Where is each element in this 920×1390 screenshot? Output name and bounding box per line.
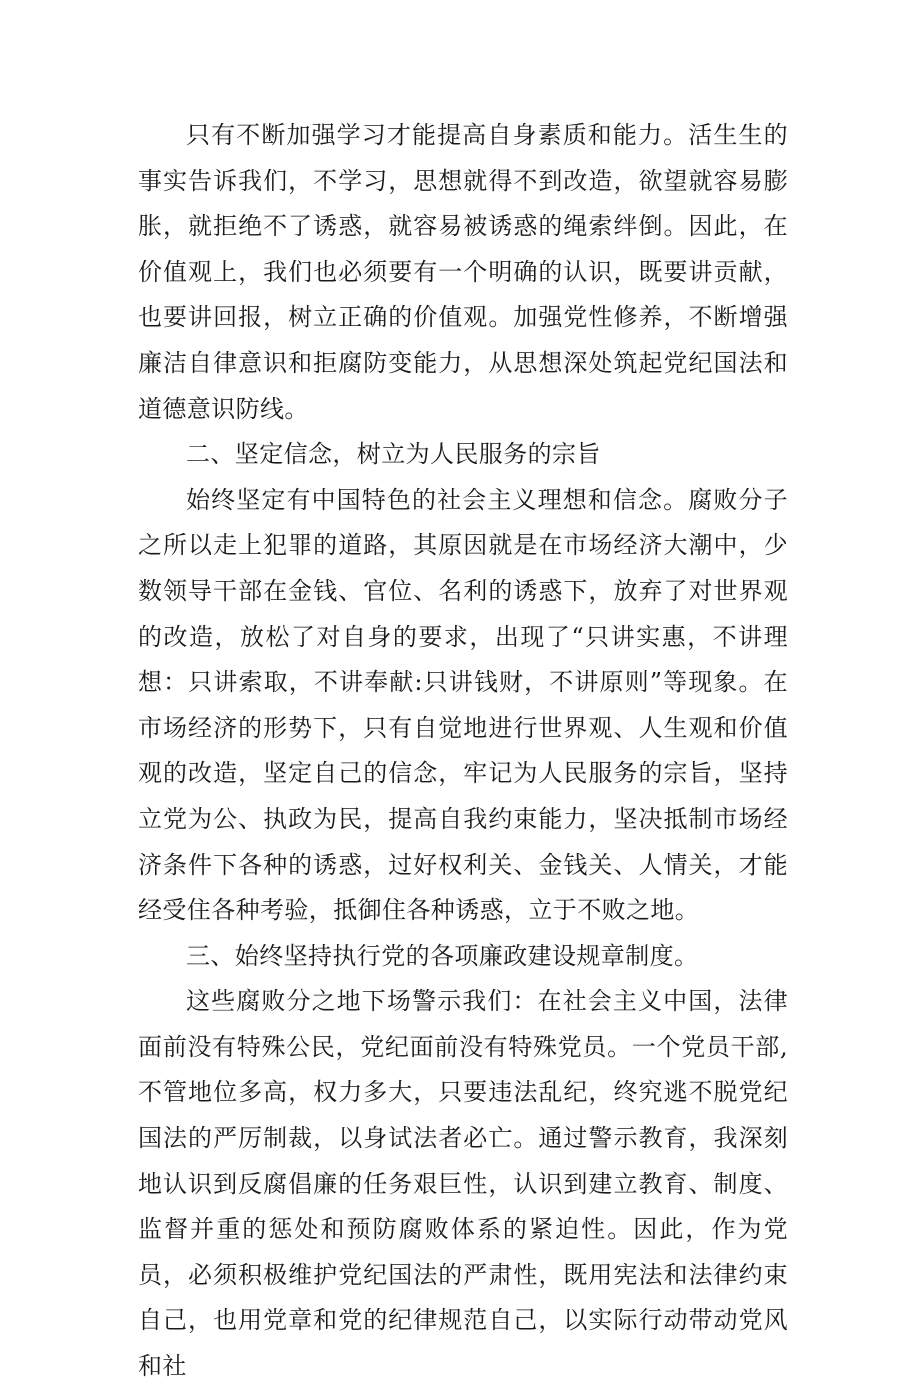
paragraph-belief: 始终坚定有中国特色的社会主义理想和信念。腐败分子之所以走上犯罪的道路，其原因就是在市场经济大潮中，少数领导干部在金钱、官位、名利的诱惑下，放弃了对世界观的改造，放松了对自身的要求，出现了“只讲实惠，不讲理想：只讲索取，不讲奉献:只讲钱财，不讲原则”等现象。在市场经济的形势下，只有自觉地进行世界观、人生观和价值观的改造，坚定自己的信念，牢记为人民服务的宗旨，坚持立党为公、执政为民，提高自我约束能力，坚决抵制市场经济条件下各种的诱惑，过好权利关、金钱关、人情关，才能经受住各种考验，抵御住各种诱惑，立于不败之地。 [138,485,788,925]
document-body [138,113,788,1390]
section-heading-2: 二、坚定信念，树立为人民服务的宗旨 [186,440,601,469]
section-heading-3: 三、始终坚持执行党的各项廉政建设规章制度。 [186,941,699,970]
paragraph-warning: 这些腐败分之地下场警示我们：在社会主义中国，法律面前没有特殊公民，党纪面前没有特殊党员。一个党员干部,不管地位多高，权力多大，只要违法乱纪，终究逃不脱党纪国法的严厉制裁，以身试法者必亡。通过警示教育，我深刻地认识到反腐倡廉的任务艰巨性，认识到建立教育、制度、监督并重的惩处和预防腐败体系的紧迫性。因此，作为党员，必须积极维护党纪国法的严肃性，既用宪法和法律约束自己，也用党章和党的纪律规范自己，以实际行动带动党风和社 [138,987,788,1381]
paragraph-study: 只有不断加强学习才能提高自身素质和能力。活生生的事实告诉我们，不学习，思想就得不到改造，欲望就容易膨胀，就拒绝不了诱惑，就容易被诱惑的绳索绊倒。因此，在价值观上，我们也必须要有一个明确的认识，既要讲贡献，也要讲回报，树立正确的价值观。加强党性修养，不断增强廉洁自律意识和拒腐防变能力，从思想深处筑起党纪国法和道德意识防线。 [138,121,788,423]
